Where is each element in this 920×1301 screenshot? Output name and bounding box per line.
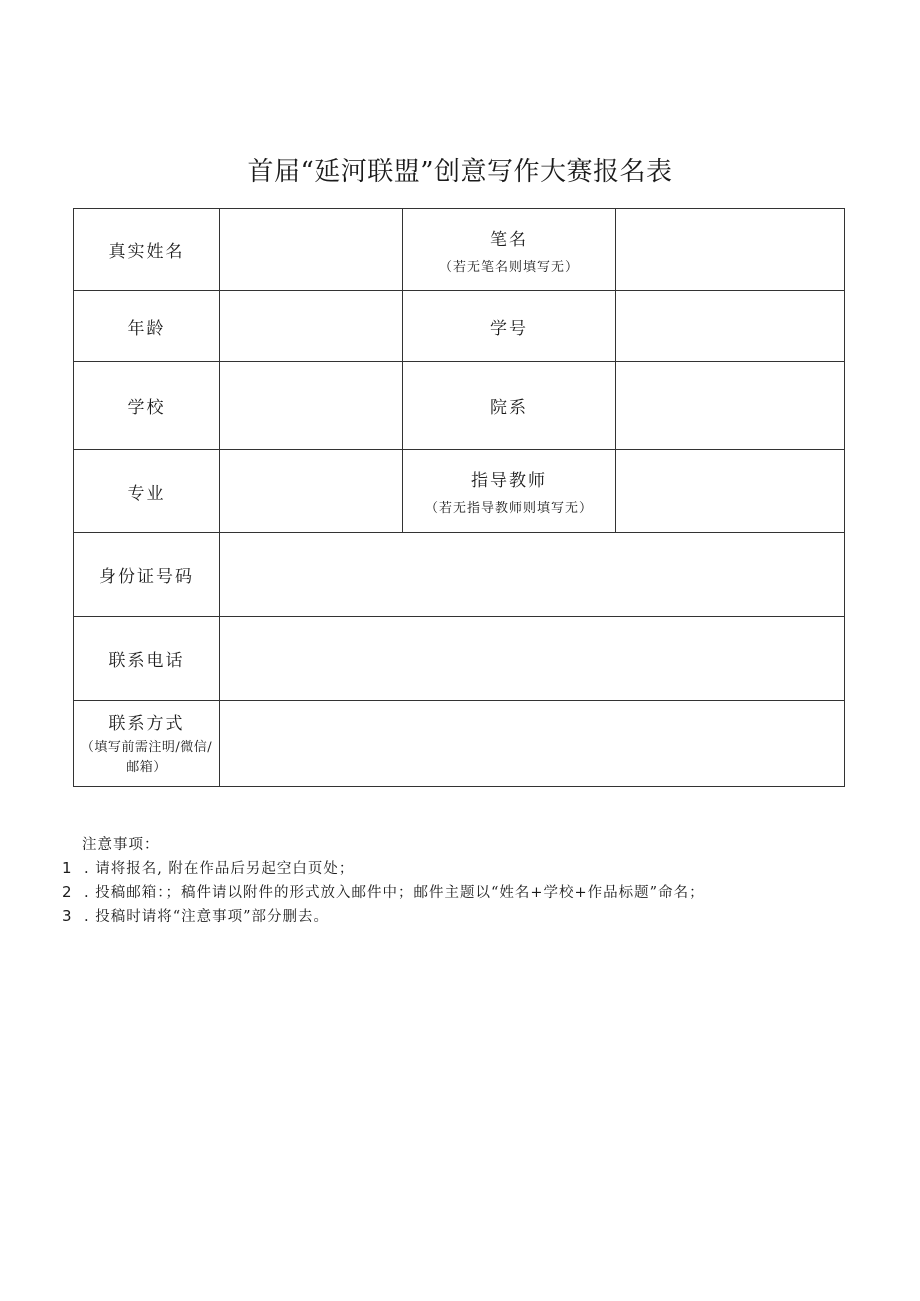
form-row-major [74, 450, 845, 533]
age-label: 年龄 [74, 291, 220, 362]
form-row-name [74, 209, 845, 291]
form-row-age [74, 291, 845, 362]
notes-item [62, 905, 862, 929]
notes-item-text: . 投稿邮箱：；稿件请以附件的形式放入邮件中；邮件主题以“姓名+学校+作品标题”命名； [84, 885, 705, 901]
major-field[interactable] [220, 450, 403, 533]
pen-name-label: 笔名 （若无笔名则填写无） [403, 209, 616, 291]
id-number-label: 身份证号码 [74, 533, 220, 617]
contact-label: 联系方式 （填写前需注明/微信/邮箱） [74, 701, 220, 787]
phone-label: 联系电话 [74, 617, 220, 701]
contact-field[interactable] [220, 701, 845, 787]
notes-section [62, 834, 862, 929]
advisor-label: 指导教师 （若无指导教师则填写无） [403, 450, 616, 533]
notes-title: 注意事项： [82, 837, 160, 853]
notes-item-number: 2 [62, 883, 73, 901]
department-label: 院系 [403, 362, 616, 450]
real-name-field[interactable] [220, 209, 403, 291]
student-id-label: 学号 [403, 291, 616, 362]
notes-item [62, 857, 862, 881]
advisor-note: （若无指导教师则填写无） [424, 501, 593, 516]
form-row-id-number [74, 533, 845, 617]
notes-item-text: . 请将报名, 附在作品后另起空白页处； [84, 861, 355, 877]
form-row-phone [74, 617, 845, 701]
department-field[interactable] [616, 362, 845, 450]
phone-field[interactable] [220, 617, 845, 701]
school-field[interactable] [220, 362, 403, 450]
age-field[interactable] [220, 291, 403, 362]
notes-item-number: 3 [62, 907, 73, 925]
school-label: 学校 [74, 362, 220, 450]
form-row-school [74, 362, 845, 450]
pen-name-field[interactable] [616, 209, 845, 291]
notes-item-text: . 投稿时请将“注意事项”部分删去。 [84, 909, 330, 925]
form-title: 首届“延河联盟”创意写作大赛报名表 [247, 157, 673, 187]
notes-item [62, 881, 862, 905]
major-label: 专业 [74, 450, 220, 533]
student-id-field[interactable] [616, 291, 845, 362]
form-row-contact [74, 701, 845, 787]
notes-item-number: 1 [62, 859, 73, 877]
contact-note: （填写前需注明/微信/邮箱） [80, 740, 213, 775]
id-number-field[interactable] [220, 533, 845, 617]
advisor-field[interactable] [616, 450, 845, 533]
registration-form-table [73, 208, 845, 787]
pen-name-note: （若无笔名则填写无） [438, 259, 579, 275]
real-name-label: 真实姓名 [74, 209, 220, 291]
